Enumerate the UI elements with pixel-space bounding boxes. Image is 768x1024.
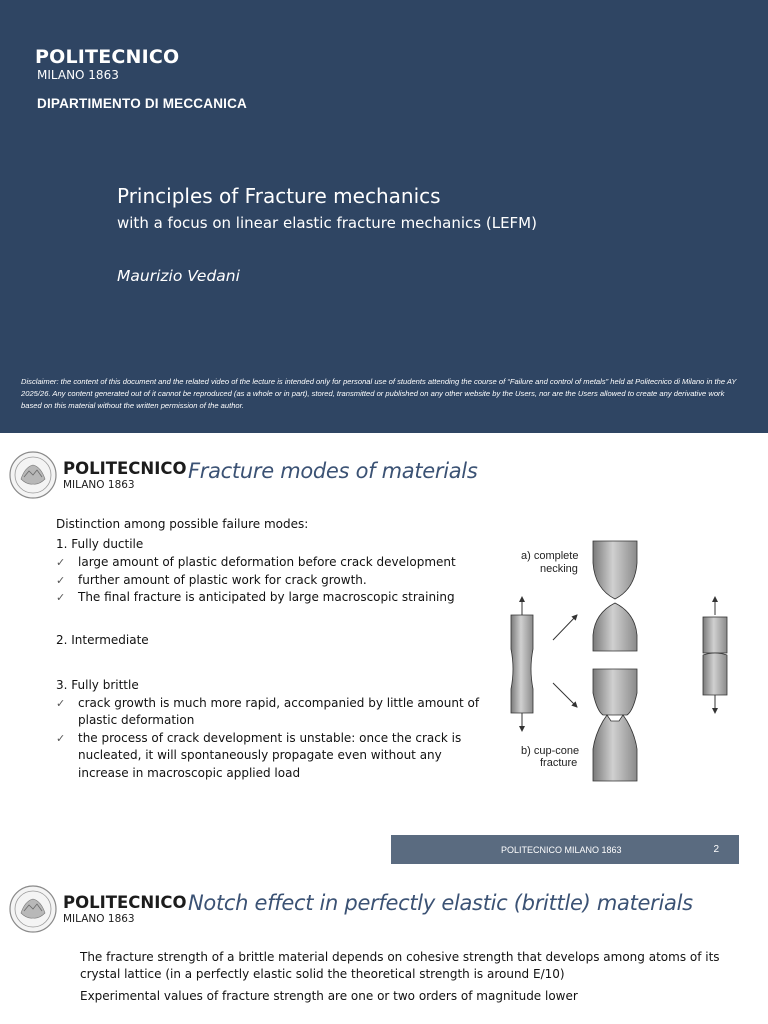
brand-wordmark <box>35 46 179 82</box>
university-seal-logo <box>9 451 57 499</box>
ductile-list <box>56 554 486 607</box>
university-seal-logo <box>9 885 57 933</box>
brittle-list <box>56 695 486 783</box>
slide-footer <box>391 835 739 864</box>
check-icon: ✓ <box>56 556 66 569</box>
list-item: ✓ the process of crack development is unstable: once the crack is nucleated, it will spontaneously propagate even without any increase in macroscopic applied load <box>56 730 462 780</box>
list-item: ✓ large amount of plastic deformation before crack development <box>56 554 486 572</box>
disclaimer-text: Disclaimer: the content of this document and the related video of the lecture is intended only for personal use of students attending the course of “Failure and control of metals” held at Politecnico di Milano in the AY 2025/26. Any content generated out of it cannot be reproduced (as a whole or in part), stored, transmitted or published on any other website by the Users, nor are the Users allowed to create any derivative work based on this material without the written permission of the author. <box>21 377 737 410</box>
mode-heading-ductile: 1. Fully ductile <box>56 537 144 551</box>
slide-title: Fracture modes of materials <box>188 459 478 483</box>
brand-wordmark <box>63 893 187 925</box>
brand-name: POLITECNICO <box>63 459 187 478</box>
brand-subtitle: MILANO 1863 <box>63 479 135 491</box>
brand-name: POLITECNICO <box>35 46 180 68</box>
specimen-complete-necking <box>593 541 637 651</box>
specimen-cup-cone <box>593 669 637 781</box>
brand-subtitle: MILANO 1863 <box>37 68 119 82</box>
author-name: Maurizio Vedani <box>117 267 240 285</box>
intro-text: Distinction among possible failure modes: <box>56 517 309 531</box>
cover-slide <box>0 0 768 433</box>
arrow-icon <box>553 615 577 640</box>
brand-subtitle: MILANO 1863 <box>63 913 135 925</box>
slide-notch-effect <box>0 869 768 1024</box>
footer-text: POLITECNICO MILANO 1863 <box>501 845 622 855</box>
arrow-icon <box>553 683 577 707</box>
figure-label-a-cont: necking <box>540 563 578 575</box>
slide-fracture-modes <box>0 433 768 869</box>
check-icon: ✓ <box>56 731 66 745</box>
page-number: 2 <box>713 844 719 855</box>
check-icon: ✓ <box>56 696 66 710</box>
check-icon: ✓ <box>56 591 66 604</box>
specimen-initial <box>511 597 533 731</box>
brand-wordmark <box>63 459 187 491</box>
slide-body <box>56 517 486 782</box>
slide-title: Notch effect in perfectly elastic (brittle) materials <box>188 891 693 915</box>
fracture-modes-figure <box>495 535 735 795</box>
brand-name: POLITECNICO <box>63 893 187 912</box>
list-item: ✓ further amount of plastic work for crack growth. <box>56 572 486 590</box>
department-name: DIPARTIMENTO DI MECCANICA <box>37 96 247 111</box>
slide-body <box>80 949 720 1010</box>
paragraph: Experimental values of fracture strength are one or two orders of magnitude lower <box>80 989 578 1003</box>
list-item: ✓ The final fracture is anticipated by large macroscopic straining <box>56 589 486 607</box>
check-icon: ✓ <box>56 573 66 587</box>
specimen-brittle <box>703 597 727 713</box>
figure-label-a: a) complete <box>521 550 579 562</box>
mode-heading-intermediate: 2. Intermediate <box>56 632 149 647</box>
list-item: ✓ crack growth is much more rapid, accompanied by little amount of plastic deformation <box>56 695 480 727</box>
presentation-title: Principles of Fracture mechanics <box>117 184 441 208</box>
paragraph: The fracture strength of a brittle material depends on cohesive strength that develops among atoms of its crystal lattice (in a perfectly elastic solid the theoretical strength is around E/10) <box>80 950 720 981</box>
presentation-subtitle: with a focus on linear elastic fracture mechanics (LEFM) <box>117 214 537 232</box>
mode-heading-brittle: 3. Fully brittle <box>56 677 139 692</box>
figure-label-b: b) cup-cone <box>521 745 580 757</box>
figure-label-b-cont: fracture <box>540 757 578 769</box>
